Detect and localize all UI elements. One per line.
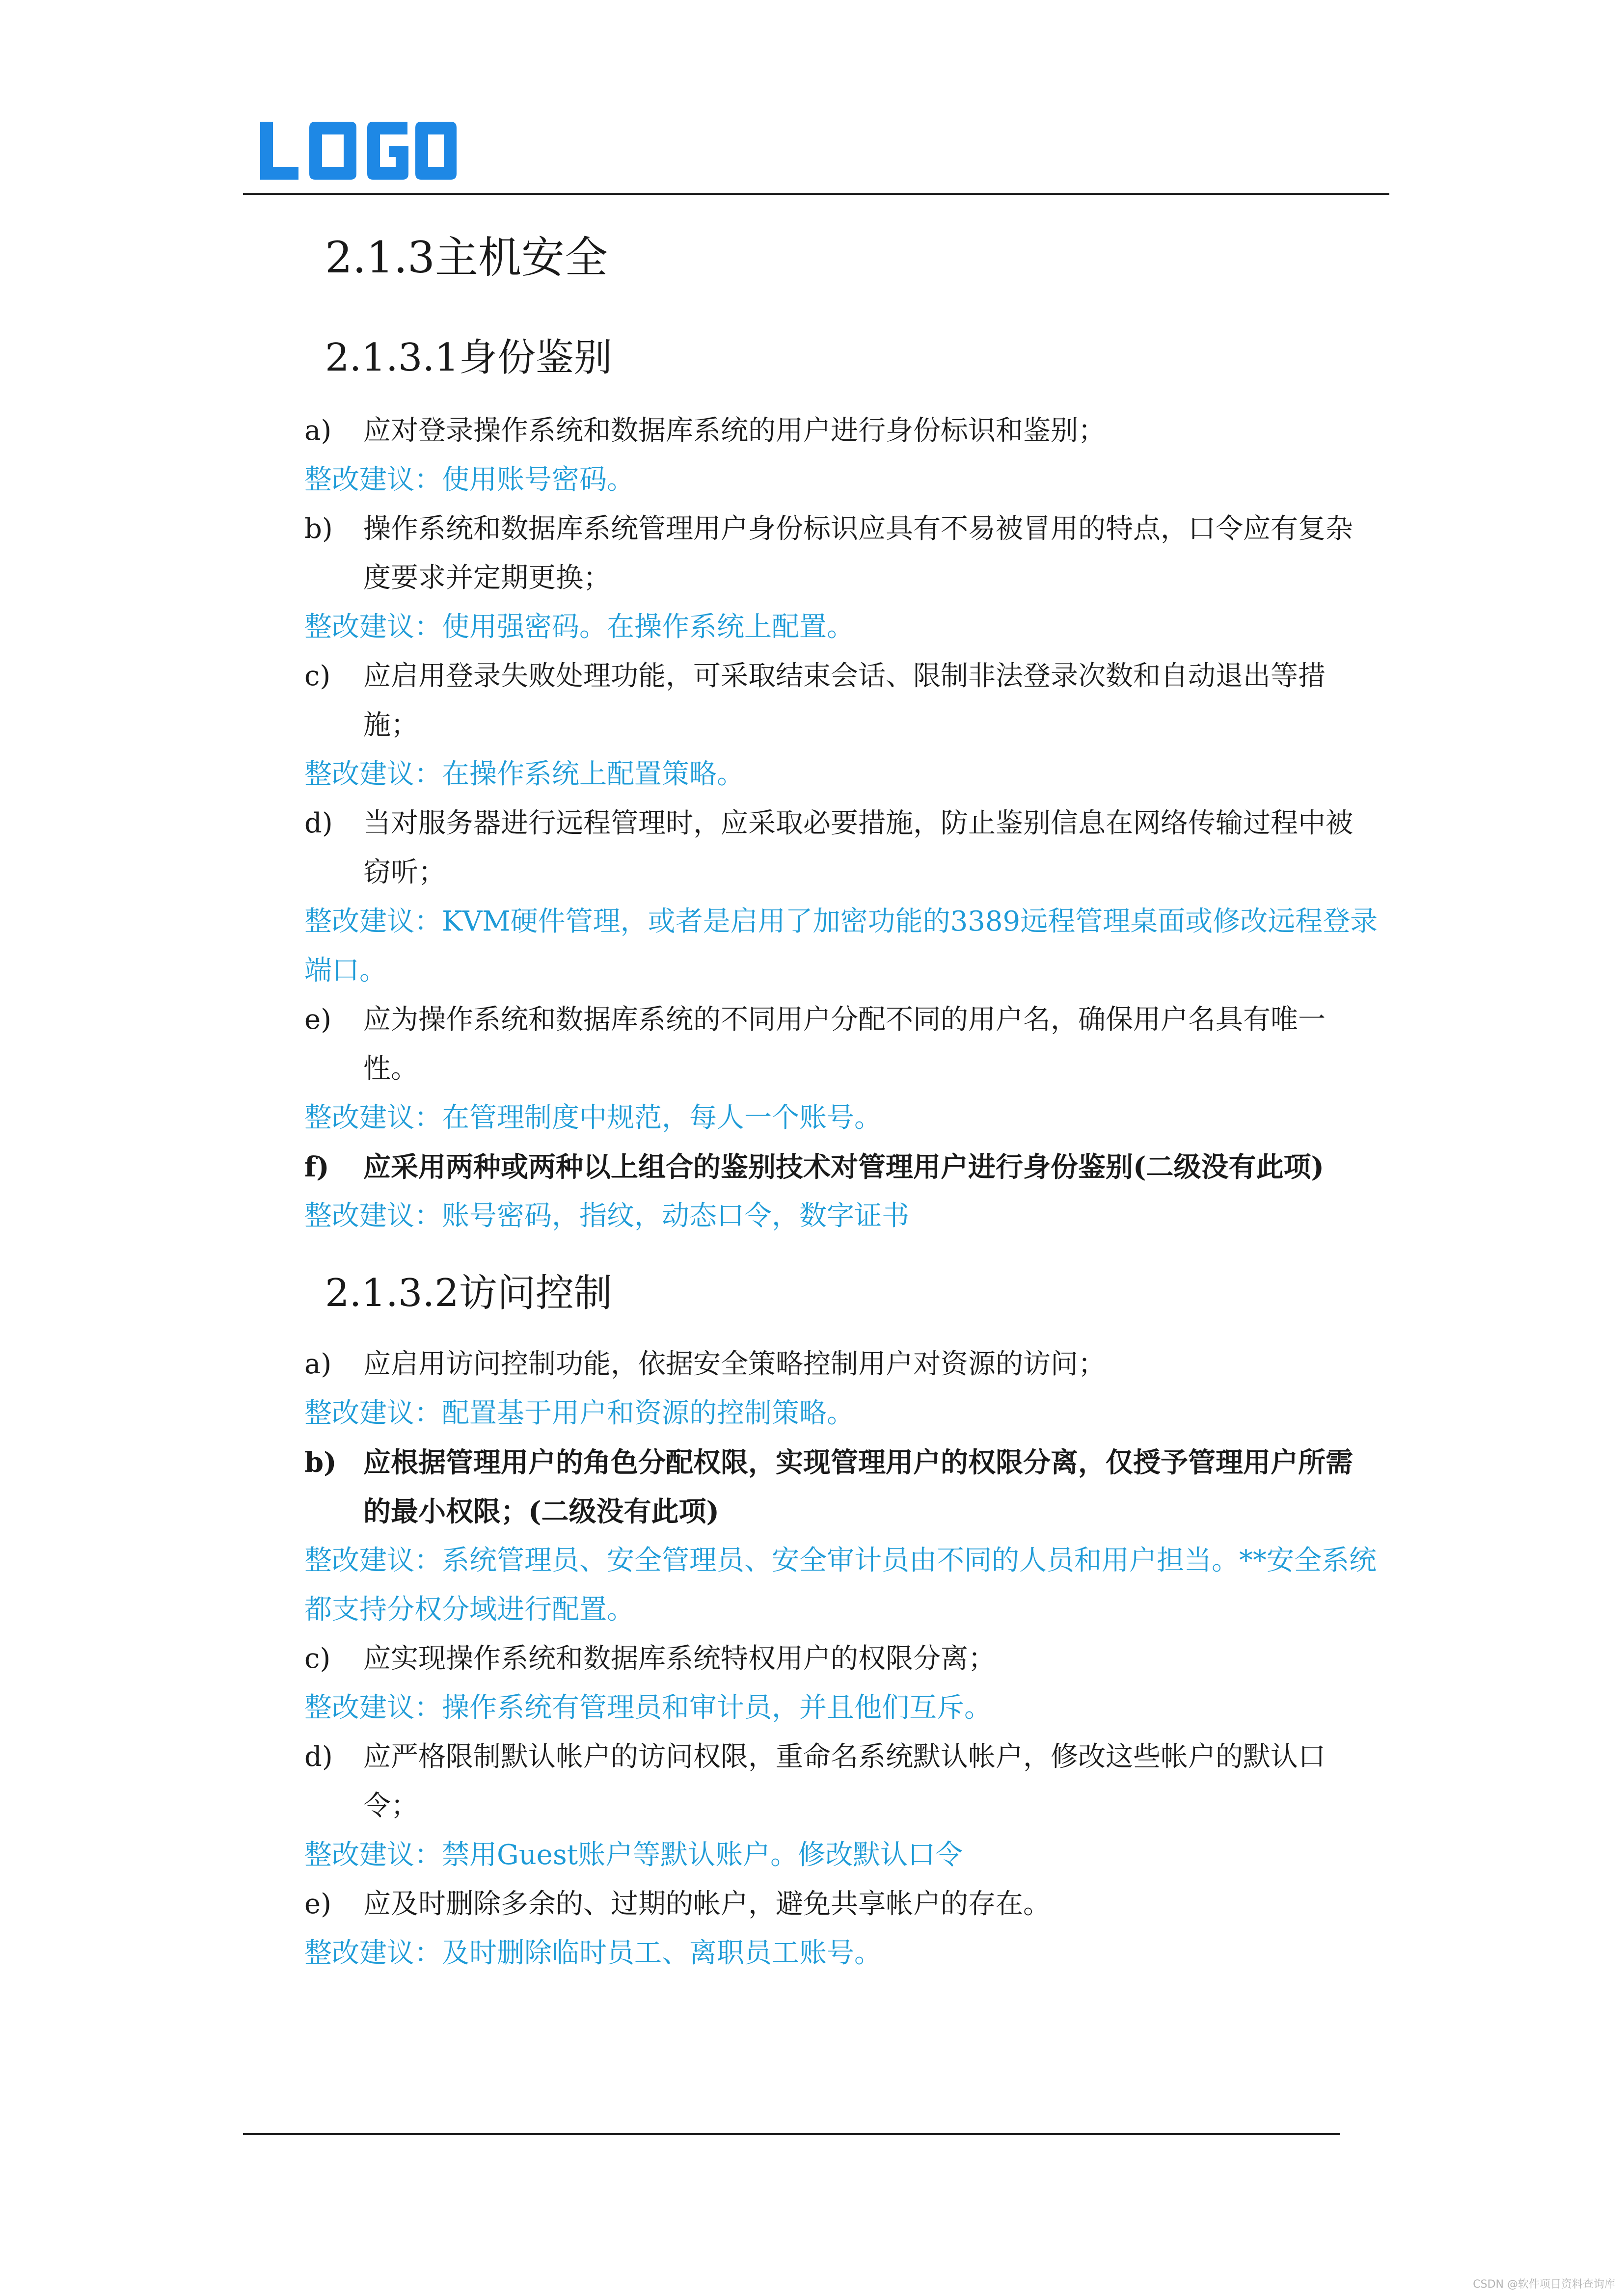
- advice-text: 整改建议：使用强密码。在操作系统上配置。: [304, 611, 854, 643]
- item-text: 应实现操作系统和数据库系统特权用户的权限分离；: [363, 1643, 996, 1675]
- list-item: [304, 1340, 1372, 1389]
- advice-text: 整改建议：及时删除临时员工、离职员工账号。: [304, 1937, 882, 1969]
- advice-text: 整改建议：配置基于用户和资源的控制策略。: [304, 1397, 854, 1429]
- item-text: 当对服务器进行远程管理时，应采取必要措施，防止鉴别信息在网络传输过程中被窃听；: [363, 807, 1353, 888]
- item-marker: c): [304, 660, 331, 692]
- item-text: 应启用登录失败处理功能，可采取结束会话、限制非法登录次数和自动退出等措施；: [363, 660, 1326, 741]
- item-marker: a): [304, 1348, 332, 1380]
- item-marker: f): [304, 1151, 329, 1183]
- list-item: [304, 799, 1372, 897]
- list-item: [304, 1880, 1372, 1929]
- logo: [260, 122, 457, 180]
- section-title: 2.1.3主机安全: [325, 232, 608, 283]
- item-marker: b): [304, 513, 333, 545]
- item-text: 应根据管理用户的角色分配权限，实现管理用户的权限分离，仅授予管理用户所需的最小权限；(二级没有此项): [363, 1446, 1353, 1528]
- watermark: CSDN @软件项目资料查询库: [1473, 2278, 1615, 2291]
- advice-text: 整改建议：在管理制度中规范，每人一个账号。: [304, 1102, 882, 1134]
- item-marker: e): [304, 1888, 331, 1920]
- advice-text: 整改建议：KVM硬件管理，或者是启用了加密功能的3389远程管理桌面或修改远程登录端口。: [304, 906, 1378, 987]
- item-marker: e): [304, 1004, 331, 1036]
- advice-text: 整改建议：使用账号密码。: [304, 464, 634, 496]
- item-text: 应对登录操作系统和数据库系统的用户进行身份标识和鉴别；: [363, 415, 1106, 447]
- list-item: [304, 995, 1372, 1094]
- list-item: [304, 1143, 1372, 1192]
- item-text: 应启用访问控制功能，依据安全策略控制用户对资源的访问；: [363, 1348, 1106, 1380]
- advice-text: 整改建议：在操作系统上配置策略。: [304, 758, 744, 790]
- advice-text: 整改建议：禁用Guest账户等默认账户。修改默认口令: [304, 1839, 963, 1871]
- list-item: [304, 1438, 1372, 1536]
- subsection-title-identity: 2.1.3.1身份鉴别: [325, 336, 612, 380]
- advice-text: 整改建议：操作系统有管理员和审计员，并且他们互斥。: [304, 1692, 992, 1724]
- list-item: [304, 652, 1372, 750]
- item-marker: d): [304, 807, 333, 839]
- item-text: 应为操作系统和数据库系统的不同用户分配不同的用户名，确保用户名具有唯一性。: [363, 1004, 1326, 1085]
- item-text: 应严格限制默认帐户的访问权限，重命名系统默认帐户，修改这些帐户的默认口令；: [363, 1741, 1326, 1822]
- item-marker: d): [304, 1741, 333, 1773]
- list-item: [304, 1733, 1372, 1831]
- list-item: [304, 505, 1372, 603]
- item-text: 应及时删除多余的、过期的帐户，避免共享帐户的存在。: [363, 1888, 1051, 1920]
- list-item: [304, 406, 1372, 455]
- item-marker: b): [304, 1446, 337, 1479]
- subsection-title-access-control: 2.1.3.2访问控制: [325, 1271, 612, 1315]
- list-item: [304, 1634, 1372, 1683]
- advice-text: 整改建议：系统管理员、安全管理员、安全审计员由不同的人员和用户担当。**安全系统都支持分权分域进行配置。: [304, 1545, 1377, 1626]
- item-text: 操作系统和数据库系统管理用户身份标识应具有不易被冒用的特点，口令应有复杂度要求并定期更换；: [363, 513, 1353, 594]
- footer-divider: [243, 2133, 1340, 2135]
- item-marker: a): [304, 415, 332, 447]
- header-divider: [243, 193, 1389, 195]
- advice-text: 整改建议：账号密码，指纹，动态口令，数字证书: [304, 1200, 909, 1232]
- item-text: 应采用两种或两种以上组合的鉴别技术对管理用户进行身份鉴别(二级没有此项): [363, 1151, 1324, 1183]
- item-marker: c): [304, 1643, 331, 1675]
